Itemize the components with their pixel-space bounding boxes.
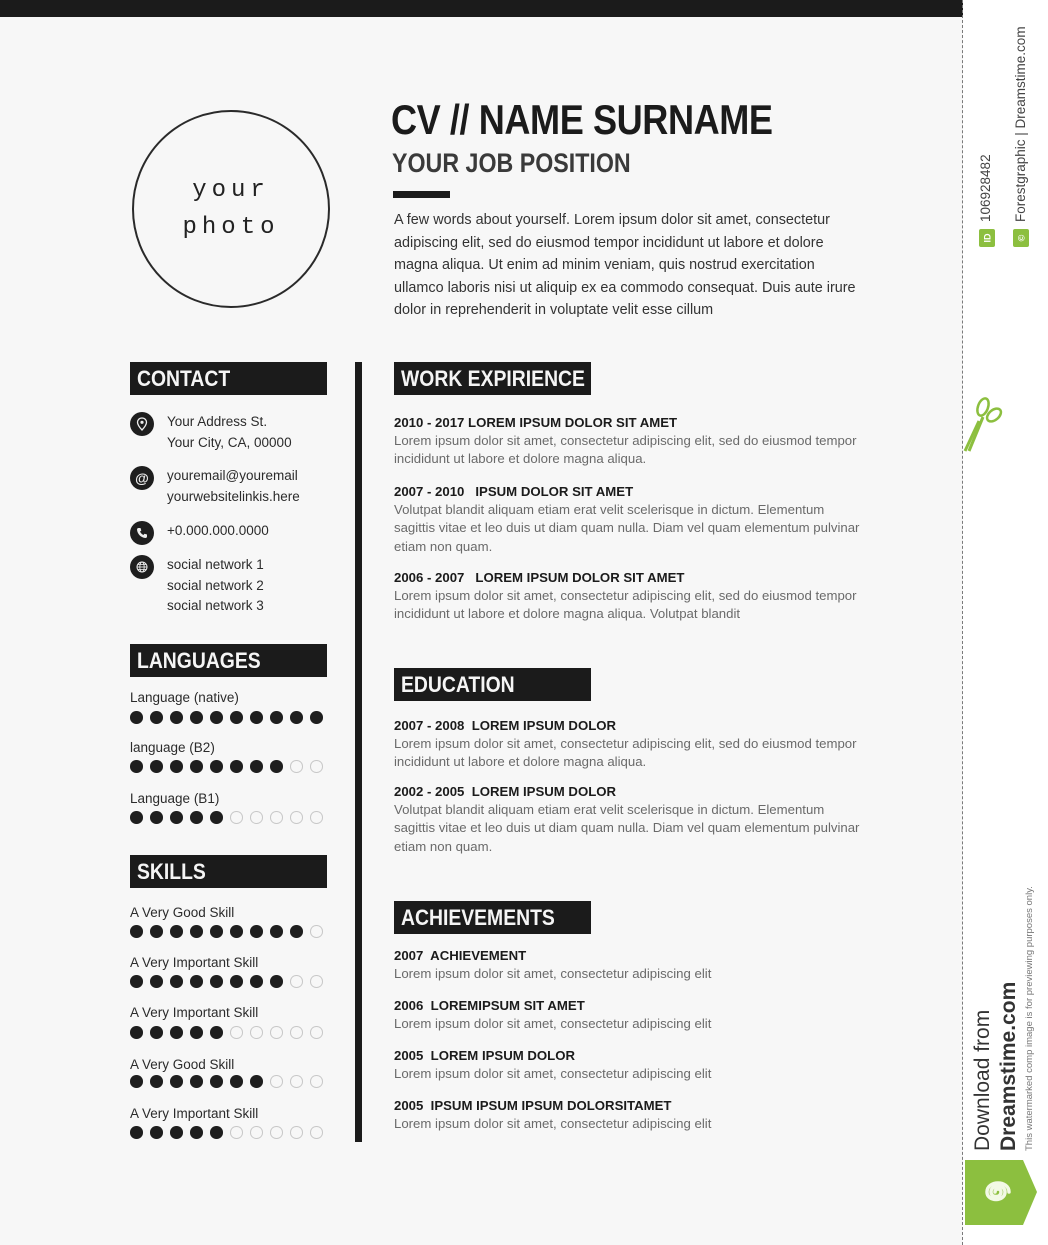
dreamstime-logo-icon: [965, 1160, 1037, 1225]
rating-dot-filled: [170, 760, 183, 773]
skills-header-label: SKILLS: [137, 859, 206, 884]
languages-header-label: LANGUAGES: [137, 648, 261, 673]
address-line-2: Your City, CA, 00000: [167, 434, 292, 450]
rating-dot-empty: [290, 1126, 303, 1139]
achievement-entry: [394, 1047, 864, 1083]
education-entry-desc: Volutpat blandit aliquam etiam erat velit scelerisque in dictum. Elementum sagittis vitae et leo duis ut diam quam nulla. Diam vel quam elementum pulvinar etiam non quam.: [394, 802, 860, 854]
rating-dot-filled: [290, 711, 303, 724]
rating-dot-filled: [150, 760, 163, 773]
rating-dot-filled: [130, 711, 143, 724]
rating-dot-empty: [290, 811, 303, 824]
education-entry: [394, 717, 864, 772]
rating-dot-filled: [170, 711, 183, 724]
social-link-3[interactable]: social network 3: [167, 598, 264, 613]
rating-dot-filled: [230, 760, 243, 773]
about-text: A few words about yourself. Lorem ipsum dolor sit amet, consectetur adipiscing elit, sed do eiusmod tempor incididunt ut labore et dolore magna aliqua. Ut enim ad minim veniam, quis nostrud exercitation ullamco laboris nisi ut aliquip ex ea commodo consequat. Duis aute irure dolor in reprehenderit in voluptate velit esse cillum: [394, 212, 856, 319]
work-entry: [394, 483, 864, 556]
rating-dot-filled: [210, 925, 223, 938]
website-link[interactable]: yourwebsitelinkis.here: [167, 488, 300, 504]
skill-rating: [130, 975, 323, 988]
rating-dot-filled: [210, 811, 223, 824]
language-label: Language (native): [130, 690, 239, 705]
languages-header: [130, 644, 327, 677]
rating-dot-empty: [230, 811, 243, 824]
rating-dot-filled: [250, 1075, 263, 1088]
rating-dot-filled: [250, 760, 263, 773]
rating-dot-filled: [130, 760, 143, 773]
copyright-badge-label: ©: [1015, 234, 1026, 242]
rating-dot-filled: [230, 1075, 243, 1088]
rating-dot-empty: [250, 1126, 263, 1139]
work-entry-title: 2007 - 2010 IPSUM DOLOR SIT AMET: [394, 484, 634, 499]
rating-dot-filled: [270, 975, 283, 988]
skill-label: A Very Important Skill: [130, 1005, 259, 1020]
email-link[interactable]: youremail@youremail: [167, 468, 298, 483]
rating-dot-filled: [210, 1075, 223, 1088]
watermark-disclaimer: This watermarked comp image is for previewing purposes only.: [1024, 886, 1035, 1151]
achievement-title: 2007 ACHIEVEMENT: [394, 948, 527, 963]
rating-dot-filled: [190, 1026, 203, 1039]
scissors-icon: [963, 393, 1003, 453]
rating-dot-filled: [190, 811, 203, 824]
language-label: language (B2): [130, 740, 215, 755]
rating-dot-filled: [130, 1126, 143, 1139]
rating-dot-filled: [150, 1075, 163, 1088]
rating-dot-filled: [250, 711, 263, 724]
skill-rating: [130, 1026, 323, 1039]
top-bar: [0, 0, 963, 17]
rating-dot-empty: [290, 1026, 303, 1039]
achievement-desc: Lorem ipsum dolor sit amet, consectetur adipiscing elit: [394, 1066, 712, 1081]
contact-email: [130, 466, 300, 507]
language-label: Language (B1): [130, 791, 220, 806]
address-line-1: Your Address St.: [167, 414, 268, 429]
rating-dot-filled: [150, 1026, 163, 1039]
rating-dot-filled: [190, 1126, 203, 1139]
download-from-text: Download from: [971, 1009, 994, 1151]
social-link-2[interactable]: social network 2: [167, 577, 264, 593]
page-title: CV // NAME SURNAME: [391, 96, 773, 143]
work-experience-header: [394, 362, 591, 395]
skill-rating: [130, 1126, 323, 1139]
rating-dot-filled: [170, 1126, 183, 1139]
rating-dot-empty: [290, 975, 303, 988]
rating-dot-filled: [170, 1075, 183, 1088]
rating-dot-empty: [270, 1075, 283, 1088]
contact-header-label: CONTACT: [137, 366, 231, 391]
rating-dot-filled: [190, 975, 203, 988]
rating-dot-filled: [270, 925, 283, 938]
rating-dot-filled: [230, 711, 243, 724]
column-divider: [355, 362, 362, 1142]
credit-text: Forestgraphic | Dreamstime.com: [1013, 26, 1028, 222]
rating-dot-filled: [210, 760, 223, 773]
rating-dot-filled: [170, 811, 183, 824]
rating-dot-filled: [150, 811, 163, 824]
rating-dot-filled: [290, 925, 303, 938]
work-experience-header-label: WORK EXPIRIENCE: [401, 366, 585, 391]
rating-dot-filled: [230, 975, 243, 988]
id-badge: [979, 229, 995, 247]
skill-label: A Very Good Skill: [130, 1057, 235, 1072]
contact-social: [130, 555, 264, 617]
copyright-icon: [1013, 229, 1029, 247]
achievement-entry: [394, 947, 864, 983]
rating-dot-filled: [130, 811, 143, 824]
education-header: [394, 668, 591, 701]
dreamstime-link[interactable]: Dreamstime.com: [997, 981, 1020, 1151]
phone-icon: [130, 521, 154, 545]
rating-dot-empty: [270, 1126, 283, 1139]
contact-phone: [130, 521, 269, 545]
rating-dot-filled: [210, 975, 223, 988]
skills-header: [130, 855, 327, 888]
rating-dot-empty: [250, 1026, 263, 1039]
rating-dot-filled: [150, 975, 163, 988]
education-entry-title: 2007 - 2008 LOREM IPSUM DOLOR: [394, 718, 617, 733]
at-sign-icon: @: [130, 466, 154, 490]
skill-label: A Very Good Skill: [130, 905, 235, 920]
rating-dot-filled: [190, 1075, 203, 1088]
work-entry-desc: Volutpat blandit aliquam etiam erat velit scelerisque in dictum. Elementum sagittis vitae et leo duis ut diam quam nulla. Diam vel quam elementum pulvinar etiam non quam.: [394, 502, 860, 554]
phone-number: +0.000.000.0000: [167, 523, 269, 538]
achievement-desc: Lorem ipsum dolor sit amet, consectetur adipiscing elit: [394, 1116, 712, 1131]
photo-text-line1: your: [192, 177, 270, 204]
contact-header: [130, 362, 327, 395]
map-pin-icon: [130, 412, 154, 436]
achievement-entry: [394, 1097, 864, 1133]
photo-placeholder: [132, 110, 330, 308]
education-entry: [394, 783, 864, 856]
work-entry: [394, 414, 864, 469]
rating-dot-empty: [310, 925, 323, 938]
rating-dot-empty: [310, 975, 323, 988]
achievements-header-label: ACHIEVEMENTS: [401, 905, 555, 930]
achievement-title: 2005 LOREM IPSUM DOLOR: [394, 1048, 575, 1063]
work-entry: [394, 569, 864, 624]
achievement-title: 2005 IPSUM IPSUM IPSUM DOLORSITAMET: [394, 1098, 672, 1113]
photo-text-line2: photo: [182, 214, 280, 241]
cut-line: [962, 0, 963, 1245]
image-id: 106928482: [978, 154, 993, 222]
achievements-header: [394, 901, 591, 934]
rating-dot-filled: [150, 1126, 163, 1139]
rating-dot-empty: [270, 811, 283, 824]
work-entry-title: 2006 - 2007 LOREM IPSUM DOLOR SIT AMET: [394, 570, 685, 585]
rating-dot-filled: [210, 711, 223, 724]
rating-dot-filled: [210, 1126, 223, 1139]
rating-dot-filled: [170, 925, 183, 938]
achievement-entry: [394, 997, 864, 1033]
education-entry-title: 2002 - 2005 LOREM IPSUM DOLOR: [394, 784, 617, 799]
rating-dot-filled: [130, 1075, 143, 1088]
rating-dot-filled: [210, 1026, 223, 1039]
rating-dot-filled: [130, 1026, 143, 1039]
rating-dot-empty: [310, 760, 323, 773]
work-entry-title: 2010 - 2017 LOREM IPSUM DOLOR SIT AMET: [394, 415, 678, 430]
language-rating: [130, 711, 323, 724]
rating-dot-empty: [290, 1075, 303, 1088]
rating-dot-empty: [310, 1026, 323, 1039]
skill-rating: [130, 925, 323, 938]
rating-dot-filled: [190, 925, 203, 938]
rating-dot-empty: [230, 1126, 243, 1139]
rating-dot-empty: [230, 1026, 243, 1039]
skill-rating: [130, 1075, 323, 1088]
language-rating: [130, 760, 323, 773]
rating-dot-filled: [250, 925, 263, 938]
achievement-desc: Lorem ipsum dolor sit amet, consectetur adipiscing elit: [394, 966, 712, 981]
rating-dot-empty: [270, 1026, 283, 1039]
rating-dot-empty: [310, 1075, 323, 1088]
rating-dot-empty: [290, 760, 303, 773]
rating-dot-filled: [150, 925, 163, 938]
rating-dot-filled: [170, 975, 183, 988]
skill-label: A Very Important Skill: [130, 1106, 259, 1121]
rating-dot-filled: [130, 975, 143, 988]
rating-dot-filled: [190, 760, 203, 773]
rating-dot-filled: [270, 760, 283, 773]
rating-dot-filled: [190, 711, 203, 724]
work-entry-desc: Lorem ipsum dolor sit amet, consectetur adipiscing elit, sed do eiusmod tempor incididunt ut labore et dolore magna aliqua. Volutpat blandit: [394, 588, 857, 622]
globe-icon: [130, 555, 154, 579]
achievement-desc: Lorem ipsum dolor sit amet, consectetur adipiscing elit: [394, 1016, 712, 1031]
education-header-label: EDUCATION: [401, 672, 515, 697]
rating-dot-filled: [250, 975, 263, 988]
rating-dot-empty: [250, 811, 263, 824]
education-entry-desc: Lorem ipsum dolor sit amet, consectetur adipiscing elit, sed do eiusmod tempor incididunt ut labore et dolore magna aliqua.: [394, 736, 857, 770]
rating-dot-filled: [270, 711, 283, 724]
rating-dot-empty: [310, 1126, 323, 1139]
contact-address: [130, 412, 292, 453]
rating-dot-filled: [150, 711, 163, 724]
rating-dot-filled: [130, 925, 143, 938]
skill-label: A Very Important Skill: [130, 955, 259, 970]
rating-dot-filled: [230, 925, 243, 938]
language-rating: [130, 811, 323, 824]
rating-dot-filled: [310, 711, 323, 724]
achievement-title: 2006 LOREMIPSUM SIT AMET: [394, 998, 585, 1013]
rating-dot-filled: [170, 1026, 183, 1039]
rating-dot-empty: [310, 811, 323, 824]
job-position: YOUR JOB POSITION: [392, 148, 631, 178]
id-badge-label: ID: [982, 233, 992, 243]
title-underline: [393, 191, 450, 198]
work-entry-desc: Lorem ipsum dolor sit amet, consectetur adipiscing elit, sed do eiusmod tempor incididunt ut labore et dolore magna aliqua.: [394, 433, 857, 467]
social-link-1[interactable]: social network 1: [167, 557, 264, 572]
